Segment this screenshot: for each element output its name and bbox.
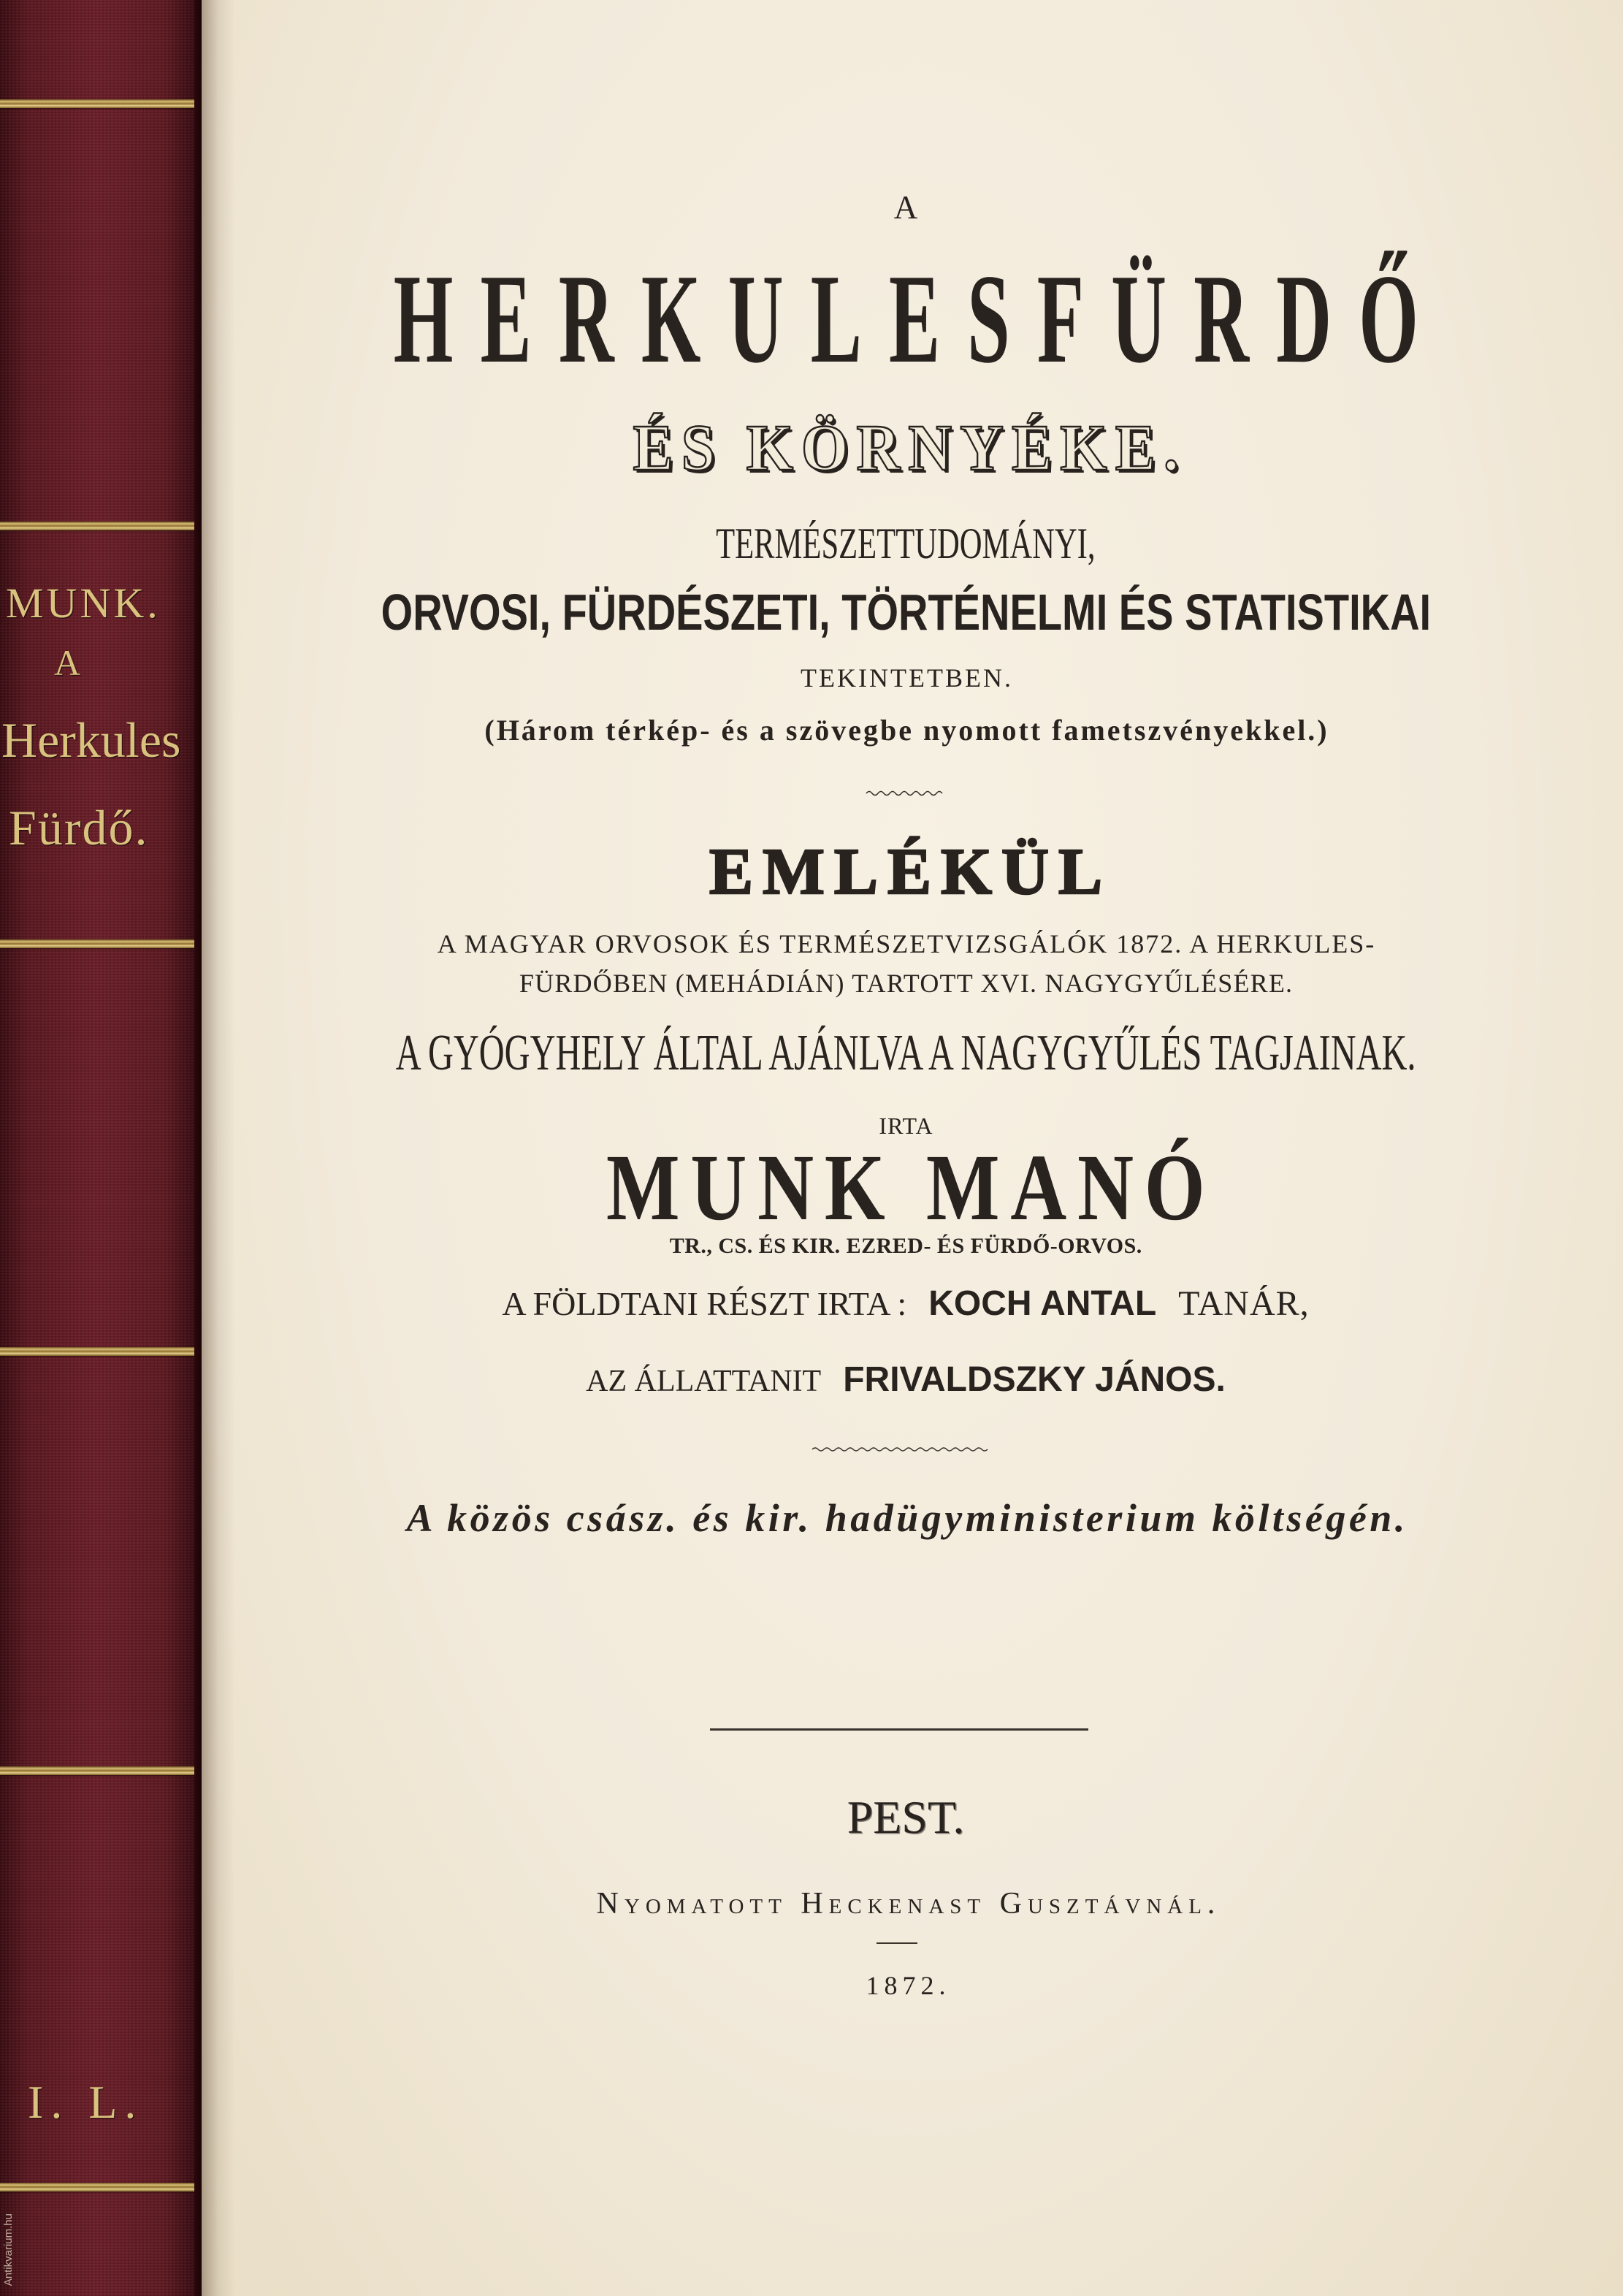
subtitle-line [343,412,1468,484]
dedication-line-1 [343,931,1468,957]
funding-line [343,1498,1468,1538]
dedication-heading-line [343,836,1468,908]
printer: Nyomatott Heckenast Gusztávnál. [596,1887,1221,1921]
author-title-line [343,1235,1468,1257]
spine-shelfmark: I. L. [28,2076,144,2128]
spine-edge [194,0,202,2296]
short-rule [877,1942,917,1944]
zoology-prefix: AZ ÁLLATTANIT [586,1365,822,1398]
aspects-line-1 [343,519,1468,568]
gilt-band [0,99,194,108]
recommendation: A GYÓGYHELY ÁLTAL AJÁNLVA A NAGYGYŰLÉS TAGJAINAK. [395,1025,1416,1081]
spine-author: MUNK. [6,579,161,627]
illustrations-note: (Három térkép- és a szövegbe nyomott fametszvényekkel.) [484,714,1329,747]
geology-credit-line [343,1286,1468,1321]
by-label: IRTA [879,1113,933,1139]
aspects-line-2 [343,584,1468,641]
gutter-shadow [202,0,235,2296]
title-page [202,0,1623,2296]
divider-rule [710,1728,1088,1731]
zoology-author: FRIVALDSZKY JÁNOS. [843,1360,1226,1399]
aspects-2: ORVOSI, FÜRDÉSZETI, TÖRTÉNELMI ÉS STATISTIKAI [381,584,1431,641]
watermark: Antikvarium.hu [2,2213,15,2287]
printer-line [343,1888,1468,1919]
dedication-1: A MAGYAR ORVOSOK ÉS TERMÉSZETVIZSGÁLÓK 1872. A HERKULES- [437,929,1376,958]
subtitle: ÉS KÖRNYÉKE. [633,412,1187,484]
geology-prefix: A FÖLDTANI RÉSZT IRTA : [502,1285,907,1322]
dedication-2: FÜRDŐBEN (MEHÁDIÁN) TARTOTT XVI. NAGYGYŰLÉSÉRE. [519,969,1294,998]
spine-article: A [54,642,81,683]
spine-title-line-1: Herkules [1,712,181,768]
gilt-band [0,2183,194,2192]
gilt-band [0,1766,194,1775]
illustrations-line [343,716,1468,745]
title-article: A [893,189,918,226]
wavy-ornament [811,1443,990,1455]
by-line [343,1114,1468,1137]
gilt-band [0,1347,194,1356]
recommendation-line [343,1025,1468,1081]
aspects-line-3 [343,665,1468,691]
geology-suffix: TANÁR, [1178,1284,1310,1323]
title-line [343,248,1468,389]
wavy-ornament [865,786,947,801]
aspects-3: TEKINTETBEN. [801,663,1013,693]
publication-year: 1872. [866,1971,951,2000]
year-line [343,1972,1468,1999]
book-spine [0,0,202,2296]
aspects-1: TERMÉSZETTUDOMÁNYI, [716,519,1096,568]
place-line [343,1791,1468,1843]
funding-note: A közös csász. és kir. hadügyministerium költségén. [406,1496,1408,1540]
gilt-band [0,939,194,948]
author-name: MUNK MANÓ [606,1135,1216,1240]
article-line [343,191,1468,224]
dedication-heading: EMLÉKÜL [709,836,1112,908]
gilt-band [0,522,194,530]
dedication-line-2 [343,970,1468,996]
zoology-credit-line [343,1362,1468,1397]
author-line [343,1135,1468,1240]
main-title: HERKULESFÜRDŐ [393,248,1446,389]
spine-title-line-2: Fürdő. [9,800,149,855]
author-title: TR., CS. ÉS KIR. EZRED- ÉS FÜRDŐ-ORVOS. [669,1234,1142,1258]
geology-author: KOCH ANTAL [928,1284,1157,1323]
publication-place: PEST. [847,1791,965,1843]
